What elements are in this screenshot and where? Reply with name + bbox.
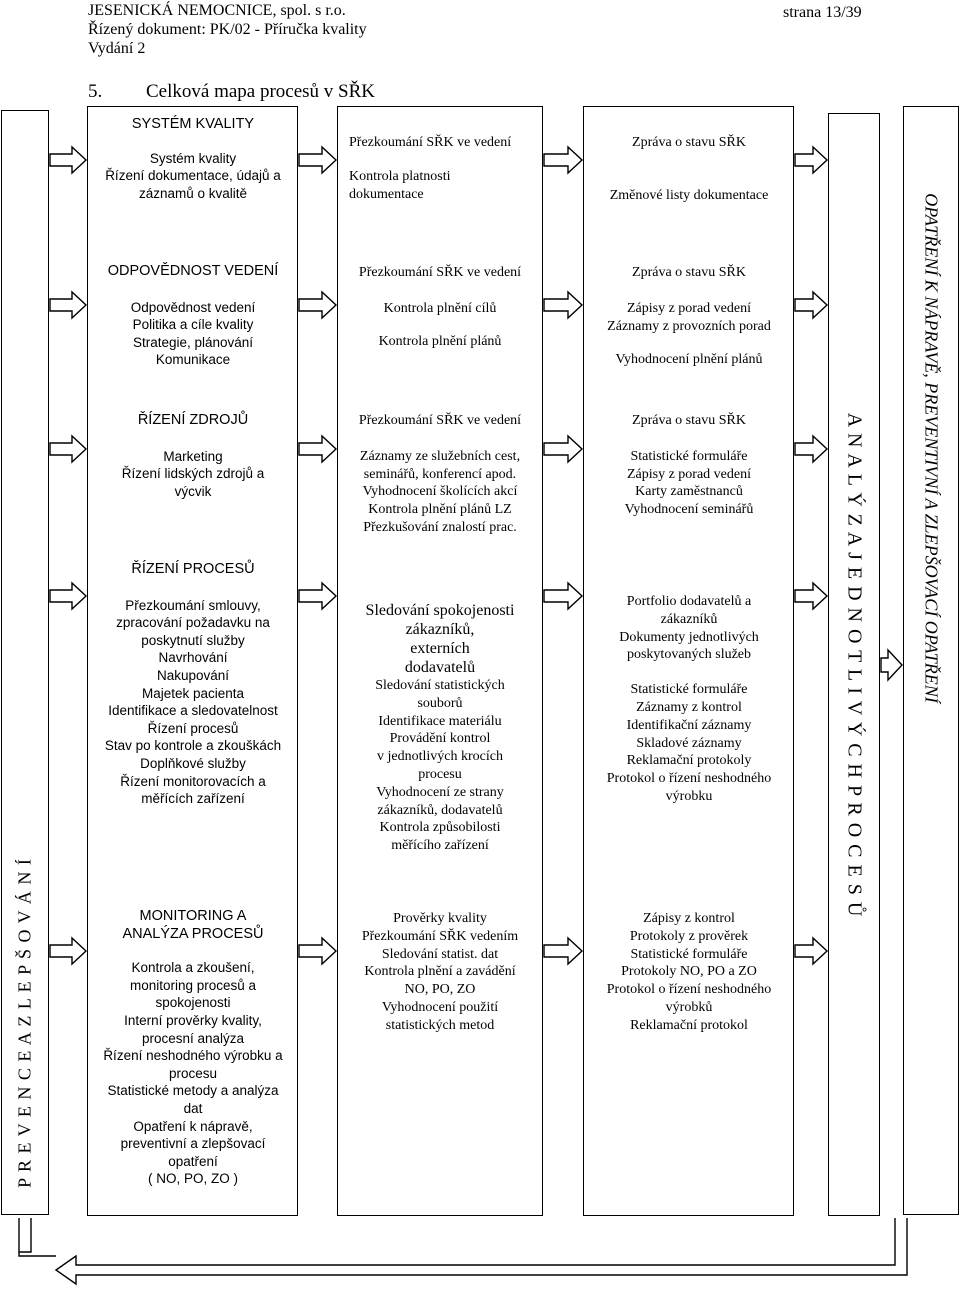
arrow-process-to-review — [299, 292, 336, 318]
record-line: Zápisy z porad vedení Záznamy z provozních porad — [607, 300, 771, 334]
arrow-process-to-review — [299, 147, 336, 173]
arrow-records-to-analysis — [795, 292, 827, 318]
arrow-analysis-to-actions — [881, 650, 902, 680]
review-line: Přezkoumání SŘK ve vedení — [358, 413, 522, 428]
arrow-process-to-review — [299, 436, 336, 462]
feedback-loop-arrow — [56, 1218, 907, 1284]
review-lead: Sledování spokojenosti zákazníků, externích dodavatelů — [365, 602, 515, 676]
process-block-monitoring — [89, 908, 297, 1188]
process-heading: ŘÍZENÍ ZDROJŮ — [137, 412, 249, 428]
section-number: 5. — [88, 81, 103, 102]
header-edition: Vydání 2 — [88, 40, 146, 57]
process-block-management — [89, 263, 297, 369]
header-organization: JESENICKÁ NEMOCNICE, spol. s r.o. — [88, 2, 346, 19]
review-line: Přezkoumání SŘK ve vedení — [349, 135, 512, 150]
review-block-5 — [339, 910, 541, 1035]
process-block-process-control — [89, 561, 297, 808]
records-block-1 — [585, 134, 793, 205]
process-block-quality-system — [89, 116, 297, 202]
arrow-review-to-records — [544, 292, 582, 318]
process-heading: SYSTÉM KVALITY — [131, 116, 255, 132]
records-block-4 — [585, 593, 793, 806]
record-line: Statistické formuláře Zápisy z porad vedení Karty zaměstnanců Vyhodnocení seminářů — [624, 448, 754, 518]
arrow-prevention-to-process — [50, 436, 86, 462]
review-block-1 — [339, 134, 541, 203]
review-block-3 — [339, 412, 541, 537]
records-block-2 — [585, 264, 793, 369]
arrow-records-to-analysis — [795, 147, 827, 173]
arrow-review-to-records — [544, 938, 582, 964]
prevention-label: P R E V E N C E A Z L E P Š O V Á N Í — [14, 858, 35, 1188]
review-line: Sledování statistických souborů Identifikace materiálu Provádění kontrol v jednotlivých krocích procesu Vyhodnocení ze strany zákazníků, dodavatelů Kontrola způsobilosti měřícího zařízení — [375, 678, 505, 854]
arrow-records-to-analysis — [795, 436, 827, 462]
review-line: Kontrola platnosti dokumentace — [349, 168, 451, 202]
review-line: Kontrola plnění plánů — [378, 333, 502, 349]
process-heading: ŘÍZENÍ PROCESŮ — [131, 561, 255, 577]
record-line: Zápisy z kontrol Protokoly z prověrek Statistické formuláře Protokoly NO, PO a ZO Protokol o řízení neshodného výrobků Reklamační protokol — [606, 911, 772, 1033]
feedback-loop-connector — [19, 1218, 31, 1252]
process-items: Marketing Řízení lidských zdrojů a výcvik — [121, 448, 265, 499]
record-line: Zpráva o stavu SŘK — [632, 135, 746, 150]
records-block-3 — [585, 412, 793, 519]
arrow-process-to-review — [299, 583, 336, 609]
process-items: Kontrola a zkoušení, monitoring procesů a spokojenosti Interní prověrky kvality, procesní analýza Řízení neshodného výrobku a procesu Statistické metody a analýza dat Opatření k nápravě, preventivní a zlepšovací opatření ( NO, PO, ZO ) — [103, 960, 283, 1187]
arrow-prevention-to-process — [50, 583, 86, 609]
process-heading: MONITORING A ANALÝZA PROCESŮ — [122, 908, 264, 942]
arrow-prevention-to-process — [50, 292, 86, 318]
process-items: Odpovědnost vedení Politika a cíle kvality Strategie, plánování Komunikace — [130, 299, 256, 368]
review-line: Prověrky kvality Přezkoumání SŘK vedením Sledování statist. dat Kontrola plnění a zavádění NO, PO, ZO Vyhodnocení použití statistických metod — [361, 911, 519, 1033]
review-line: Záznamy ze služebních cest, seminářů, konferencí apod. Vyhodnocení školících akcí Kontrola plnění plánů LZ Přezkušování znalostí prac. — [359, 448, 521, 535]
arrow-process-to-review — [299, 938, 336, 964]
header-document: Řízený dokument: PK/02 - Příručka kvality — [88, 21, 367, 38]
record-line: Zpráva o stavu SŘK — [632, 265, 746, 280]
arrow-review-to-records — [544, 147, 582, 173]
record-line: Změnové listy dokumentace — [609, 187, 769, 203]
arrow-prevention-to-process — [50, 938, 86, 964]
header-page-number: strana 13/39 — [783, 4, 862, 21]
corrective-actions-label: OPATŘENÍ K NÁPRAVĚ, PREVENTIVNÍ A ZLEPŠOVACÍ OPATŘENÍ — [921, 193, 942, 703]
records-block-5 — [585, 910, 793, 1035]
page-title: Celková mapa procesů v SŘK — [146, 81, 376, 102]
arrow-prevention-to-process — [50, 147, 86, 173]
review-block-4 — [339, 601, 541, 855]
record-line: Zpráva o stavu SŘK — [632, 413, 746, 428]
arrow-records-to-analysis — [795, 583, 827, 609]
process-heading: ODPOVĚDNOST VEDENÍ — [107, 263, 279, 279]
arrow-records-to-analysis — [795, 938, 827, 964]
process-block-resources — [89, 412, 297, 500]
record-line: Portfolio dodavatelů a zákazníků Dokumenty jednotlivých poskytovaných služeb — [619, 594, 759, 663]
record-line: Vyhodnocení plnění plánů — [615, 352, 763, 368]
record-line: Statistické formuláře Záznamy z kontrol Identifikační záznamy Skladové záznamy Reklamační protokoly Protokol o řízení neshodného výrobku — [606, 682, 772, 804]
process-items: Přezkoumání smlouvy, zpracování požadavku na poskytnutí služby Navrhování Nakupování Majetek pacienta Identifikace a sledovatelnost Řízení procesů Stav po kontrole a zkouškách Doplňkové služby Řízení monitorovacích a měřících zařízení — [104, 597, 282, 807]
arrow-review-to-records — [544, 583, 582, 609]
review-line: Přezkoumání SŘK ve vedení — [358, 265, 522, 280]
process-items: Systém kvality Řízení dokumentace, údajů a záznamů o kvalitě — [105, 150, 281, 201]
review-line: Kontrola plnění cílů — [383, 300, 497, 316]
arrow-review-to-records — [544, 436, 582, 462]
review-block-2 — [339, 264, 541, 350]
analysis-label: A N A L Ý Z A J E D N O T L I V Ý C H P R O C E S Ů — [843, 412, 866, 918]
